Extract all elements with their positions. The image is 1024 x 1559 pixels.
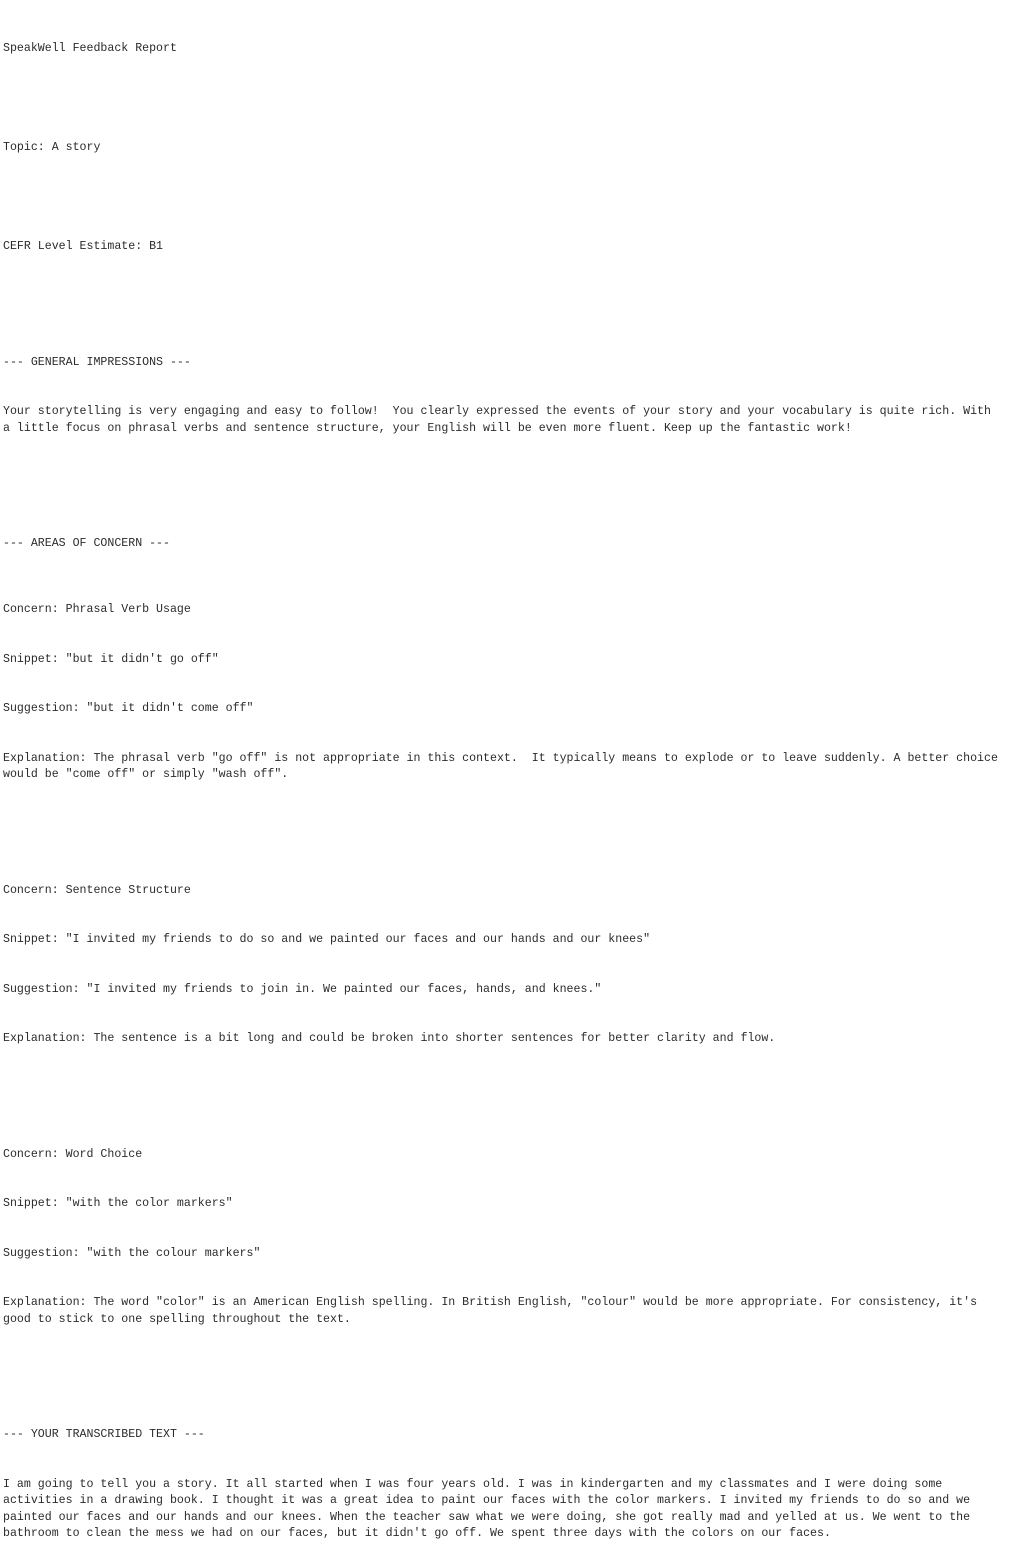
concern-explanation: Explanation: The phrasal verb "go off" is not appropriate in this context. It typically means to explode or to leave suddenly. A better choice would be "come off" or simply "wash off". bbox=[3, 751, 1005, 781]
concern-explanation: Explanation: The sentence is a bit long and could be broken into shorter sentences for better clarity and flow. bbox=[3, 1032, 776, 1045]
concern-snippet: Snippet: "I invited my friends to do so and we painted our faces and our hands and our knees" bbox=[3, 933, 651, 946]
concern-snippet: Snippet: "with the color markers" bbox=[3, 1197, 233, 1210]
spacer bbox=[3, 470, 1024, 487]
spacer bbox=[3, 1081, 1024, 1098]
transcribed-text-header: --- YOUR TRANSCRIBED TEXT --- bbox=[3, 1428, 205, 1441]
concern-suggestion: Suggestion: "but it didn't come off" bbox=[3, 702, 254, 715]
concern-snippet: Snippet: "but it didn't go off" bbox=[3, 652, 219, 666]
spacer bbox=[3, 1361, 1024, 1378]
concern-title: Concern: Phrasal Verb Usage bbox=[3, 603, 191, 616]
spacer bbox=[3, 190, 1024, 207]
concern-title: Concern: Word Choice bbox=[3, 1147, 143, 1161]
report-title: SpeakWell Feedback Report bbox=[3, 42, 177, 55]
topic-line: Topic: A story bbox=[3, 141, 101, 154]
cefr-level-line: CEFR Level Estimate: B1 bbox=[3, 240, 164, 253]
spacer bbox=[3, 289, 1024, 306]
transcribed-text: I am going to tell you a story. It all started when I was four years old. I was in kindergarten and my classmates and I were doing some activities in a drawing book. I thought it was a great idea to paint our faces with the color markers. I invited my friends to do so and we painted our faces and our hands and our knees. When the teacher saw what we were doing, she got really mad and yelled at us. We went to the bathroom to clean the mess we had on our faces, but it didn't go off. We spent three days with the colors on our faces. bbox=[3, 1477, 978, 1540]
areas-of-concern-header: --- AREAS OF CONCERN --- bbox=[3, 537, 170, 550]
concern-suggestion: Suggestion: "I invited my friends to join in. We painted our faces, hands, and knees." bbox=[3, 982, 602, 996]
concern-explanation: Explanation: The word "color" is an American English spelling. In British English, "colour" would be more appropriate. For consistency, it's good to stick to one spelling throughout the text. bbox=[3, 1296, 985, 1326]
general-impressions-header: --- GENERAL IMPRESSIONS --- bbox=[3, 355, 191, 369]
general-impressions-text: Your storytelling is very engaging and easy to follow! You clearly expressed the events of your story and your vocabulary is quite rich. With a little focus on phrasal verbs and sentence structure, your English will be even more fluent. Keep up the fantastic work! bbox=[3, 405, 998, 435]
concern-title: Concern: Sentence Structure bbox=[3, 883, 191, 897]
concern-suggestion: Suggestion: "with the colour markers" bbox=[3, 1246, 261, 1260]
spacer bbox=[3, 91, 1024, 108]
spacer bbox=[3, 817, 1024, 834]
